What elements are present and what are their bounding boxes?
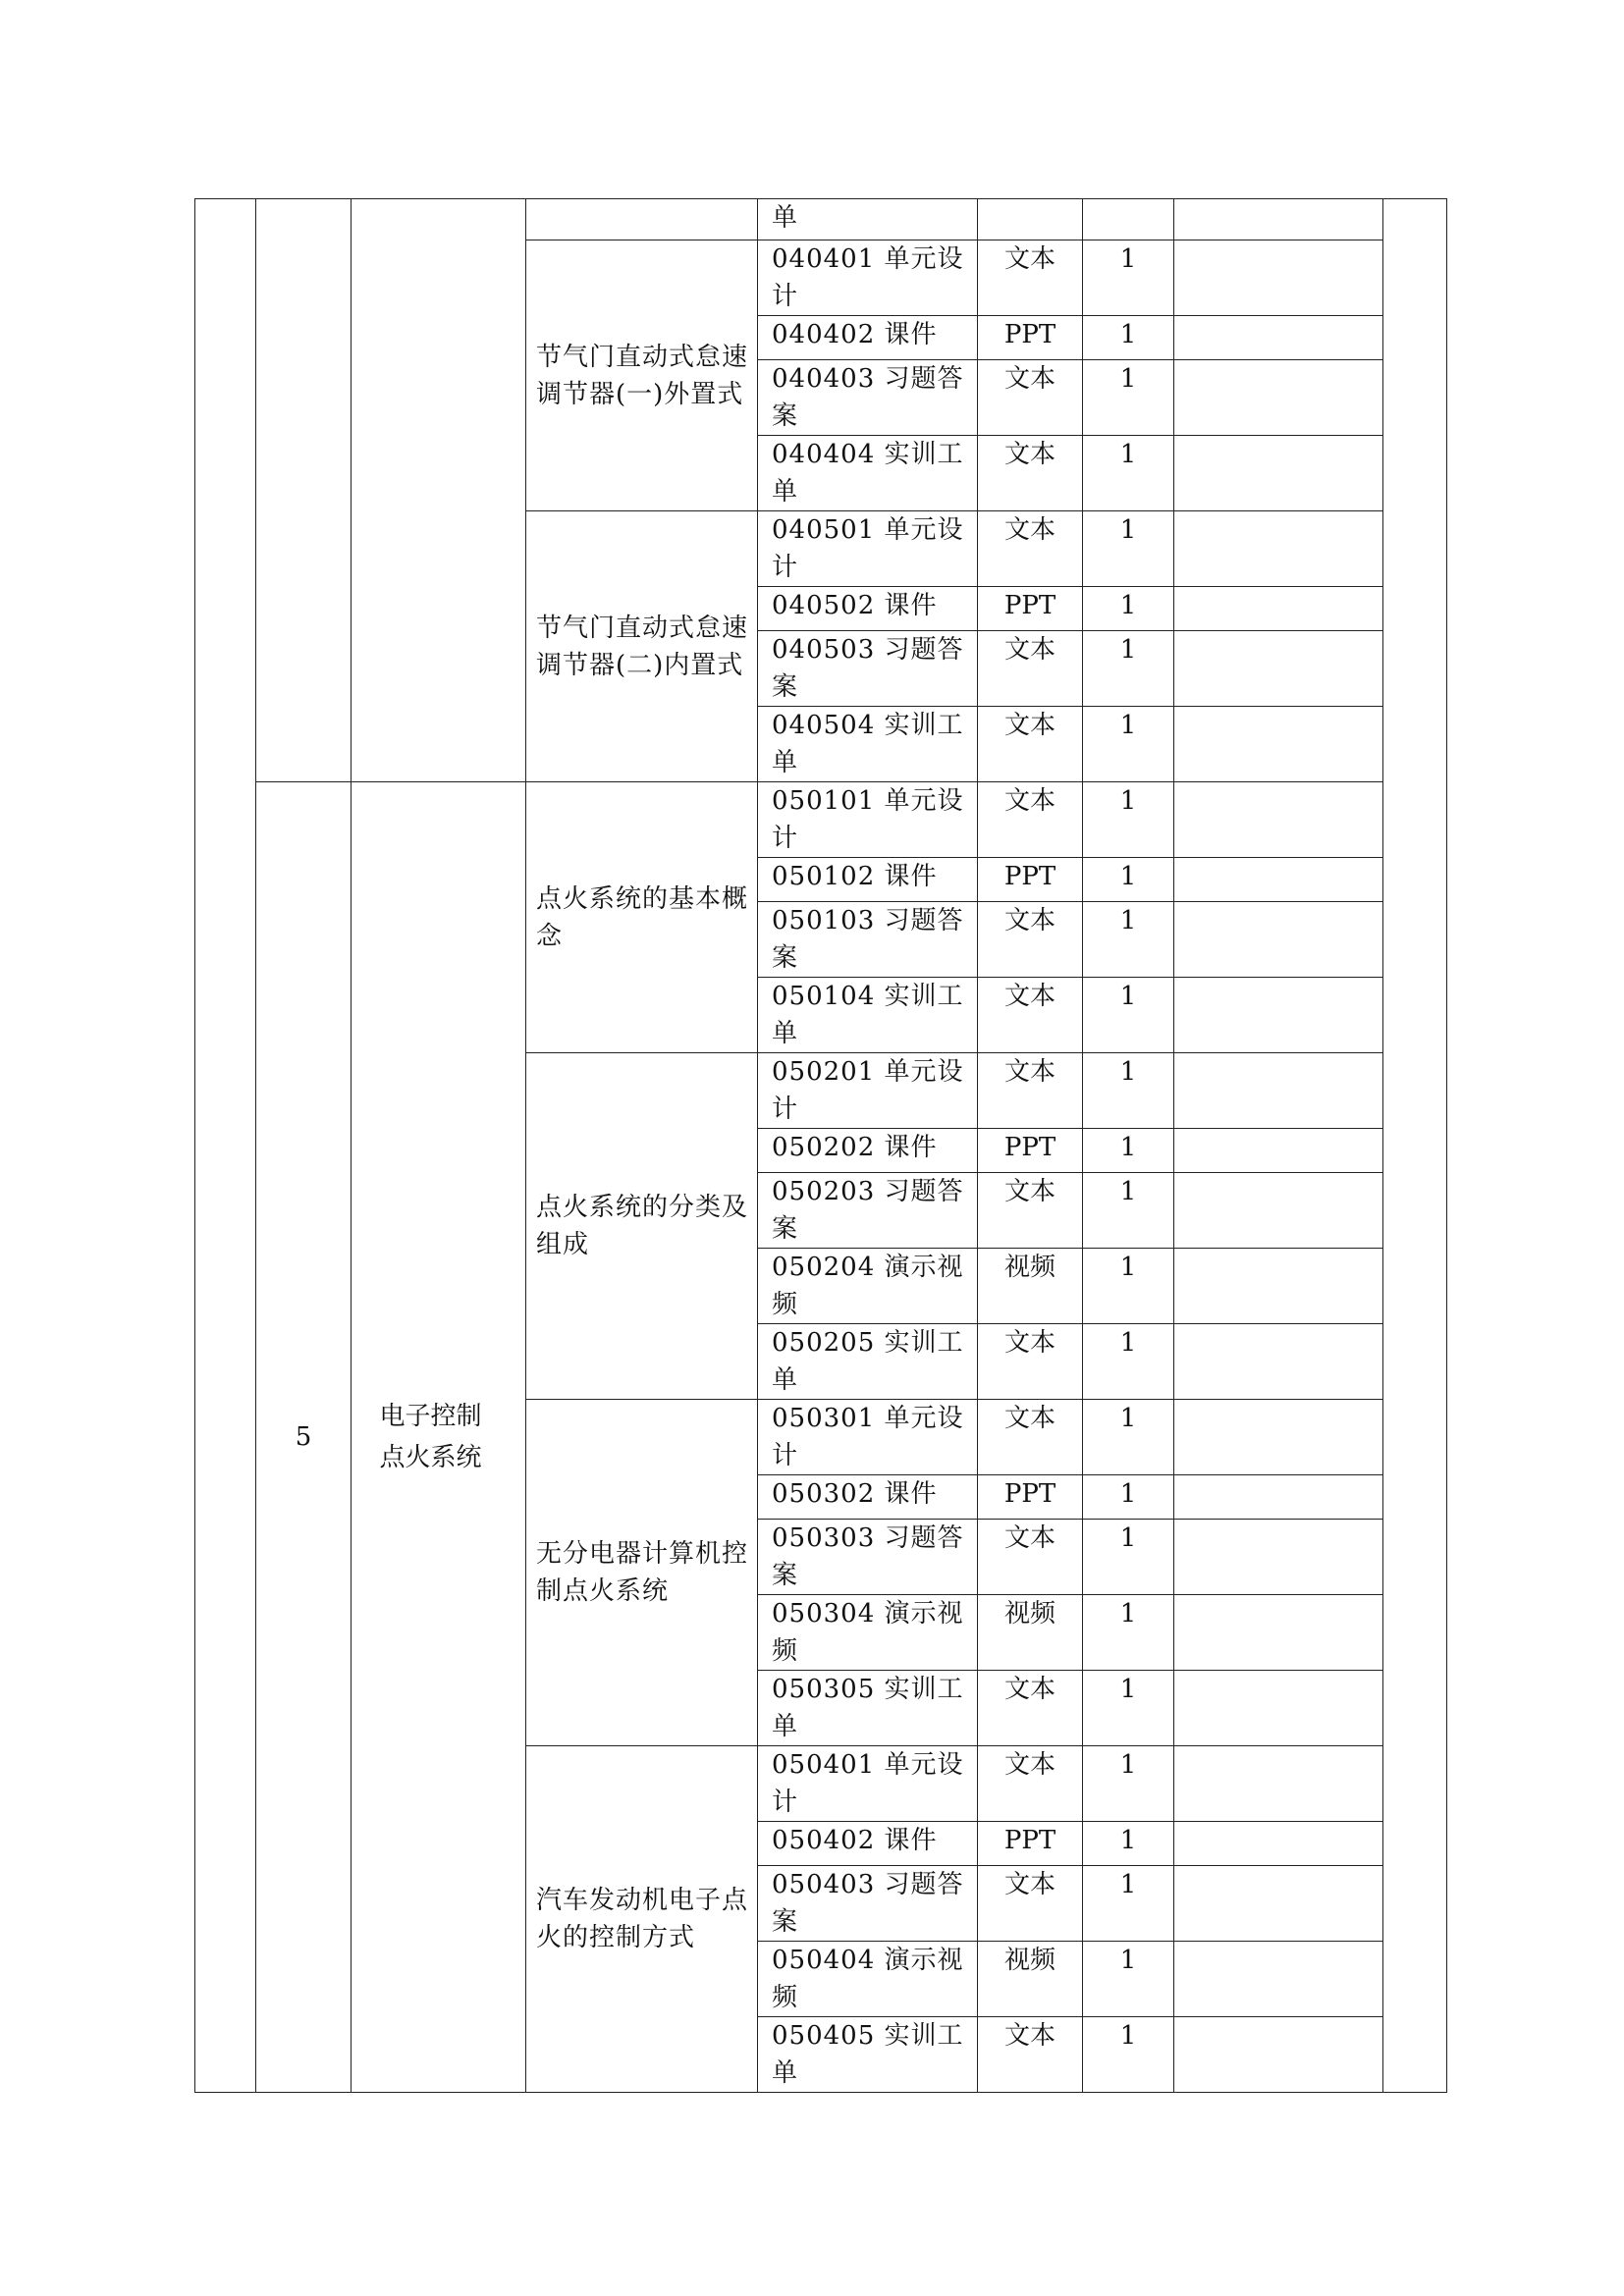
resource-name-cell: 050303 习题答案 [758,1520,978,1595]
module-name-cell [352,199,526,782]
remark-cell [1174,1129,1383,1173]
resource-name-cell: 050202 课件 [758,1129,978,1173]
unit-name-cell: 节气门直动式怠速调节器(二)内置式 [526,511,758,782]
resource-type-cell: 文本 [978,240,1083,316]
unit-name-cell [526,199,758,240]
resource-qty-cell: 1 [1083,1324,1174,1400]
resource-qty-cell: 1 [1083,360,1174,436]
remark-cell [1174,1475,1383,1520]
resource-type-cell: 文本 [978,436,1083,511]
remark-cell [1174,902,1383,978]
resource-type-cell: 文本 [978,902,1083,978]
remark-cell [1174,1400,1383,1475]
resource-qty-cell: 1 [1083,782,1174,858]
resource-qty-cell: 1 [1083,707,1174,782]
resource-qty-cell [1083,199,1174,240]
resource-type-cell: PPT [978,316,1083,360]
resource-type-cell: 文本 [978,1173,1083,1249]
resource-table [194,198,1447,2093]
resource-qty-cell: 1 [1083,436,1174,511]
remark-cell [1174,316,1383,360]
remark-cell [1174,360,1383,436]
resource-name-cell: 040401 单元设计 [758,240,978,316]
resource-type-cell: PPT [978,1475,1083,1520]
resource-qty-cell: 1 [1083,1249,1174,1324]
resource-type-cell [978,199,1083,240]
resource-qty-cell: 1 [1083,1173,1174,1249]
unit-name-cell: 汽车发动机电子点火的控制方式 [526,1746,758,2093]
resource-type-cell: 文本 [978,1866,1083,1942]
remark-cell [1174,1595,1383,1671]
table-row [195,782,1447,858]
resource-name-cell: 040503 习题答案 [758,631,978,707]
resource-qty-cell: 1 [1083,1520,1174,1595]
resource-name-cell: 050302 课件 [758,1475,978,1520]
resource-type-cell: 视频 [978,1595,1083,1671]
resource-name-cell: 040404 实训工单 [758,436,978,511]
resource-name-cell: 单 [758,199,978,240]
remark-cell [1174,587,1383,631]
remark-cell [1174,707,1383,782]
resource-qty-cell: 1 [1083,587,1174,631]
resource-type-cell: PPT [978,858,1083,902]
outer-left-cell [195,199,256,2093]
resource-type-cell: PPT [978,1129,1083,1173]
remark-cell [1174,1249,1383,1324]
resource-name-cell: 050104 实训工单 [758,978,978,1053]
remark-cell [1174,436,1383,511]
resource-name-cell: 040402 课件 [758,316,978,360]
remark-cell [1174,782,1383,858]
resource-name-cell: 050204 演示视频 [758,1249,978,1324]
resource-qty-cell: 1 [1083,1671,1174,1746]
resource-type-cell: 文本 [978,1324,1083,1400]
resource-type-cell: 文本 [978,360,1083,436]
resource-name-cell: 050404 演示视频 [758,1942,978,2017]
resource-name-cell: 040502 课件 [758,587,978,631]
resource-name-cell: 050402 课件 [758,1822,978,1866]
unit-name-cell: 点火系统的分类及组成 [526,1053,758,1400]
resource-qty-cell: 1 [1083,1746,1174,1822]
resource-qty-cell: 1 [1083,858,1174,902]
resource-type-cell: 文本 [978,707,1083,782]
remark-cell [1174,1746,1383,1822]
resource-type-cell: 文本 [978,978,1083,1053]
unit-name-cell: 节气门直动式怠速调节器(一)外置式 [526,240,758,511]
resource-name-cell: 040501 单元设计 [758,511,978,587]
resource-name-cell: 050401 单元设计 [758,1746,978,1822]
resource-type-cell: 文本 [978,511,1083,587]
remark-cell [1174,1942,1383,2017]
resource-name-cell: 050405 实训工单 [758,2017,978,2093]
table-row [195,199,1447,240]
remark-cell [1174,1671,1383,1746]
resource-name-cell: 050102 课件 [758,858,978,902]
outer-right-cell [1383,199,1447,2093]
resource-name-cell: 050304 演示视频 [758,1595,978,1671]
resource-name-cell: 050201 单元设计 [758,1053,978,1129]
resource-type-cell: PPT [978,587,1083,631]
resource-qty-cell: 1 [1083,316,1174,360]
module-name: 电子控制点火系统 [379,1402,482,1472]
remark-cell [1174,1173,1383,1249]
resource-qty-cell: 1 [1083,1400,1174,1475]
remark-cell [1174,1822,1383,1866]
resource-name-cell: 050301 单元设计 [758,1400,978,1475]
resource-name-cell: 050403 习题答案 [758,1866,978,1942]
resource-name-cell: 040403 习题答案 [758,360,978,436]
resource-type-cell: 文本 [978,782,1083,858]
resource-qty-cell: 1 [1083,1866,1174,1942]
resource-qty-cell: 1 [1083,1942,1174,2017]
remark-cell [1174,631,1383,707]
remark-cell [1174,858,1383,902]
resource-qty-cell: 1 [1083,1475,1174,1520]
resource-type-cell: 文本 [978,1520,1083,1595]
resource-qty-cell: 1 [1083,511,1174,587]
remark-cell [1174,1053,1383,1129]
unit-name-cell: 点火系统的基本概念 [526,782,758,1053]
resource-name-cell: 050205 实训工单 [758,1324,978,1400]
section-number-cell [256,199,352,782]
resource-qty-cell: 1 [1083,902,1174,978]
resource-qty-cell: 1 [1083,1053,1174,1129]
resource-type-cell: 文本 [978,2017,1083,2093]
remark-cell [1174,1520,1383,1595]
resource-type-cell: 文本 [978,631,1083,707]
resource-type-cell: 视频 [978,1249,1083,1324]
resource-name-cell: 050305 实训工单 [758,1671,978,1746]
resource-qty-cell: 1 [1083,1822,1174,1866]
resource-name-cell: 050101 单元设计 [758,782,978,858]
remark-cell [1174,199,1383,240]
resource-qty-cell: 1 [1083,1595,1174,1671]
resource-qty-cell: 1 [1083,978,1174,1053]
remark-cell [1174,240,1383,316]
resource-qty-cell: 1 [1083,240,1174,316]
resource-name-cell: 050203 习题答案 [758,1173,978,1249]
module-name-cell [352,782,526,2093]
resource-name-cell: 040504 实训工单 [758,707,978,782]
section-number-cell: 5 [256,782,352,2093]
remark-cell [1174,1866,1383,1942]
unit-name-cell: 无分电器计算机控制点火系统 [526,1400,758,1746]
resource-type-cell: 视频 [978,1942,1083,2017]
remark-cell [1174,511,1383,587]
resource-type-cell: 文本 [978,1053,1083,1129]
resource-type-cell: 文本 [978,1746,1083,1822]
resource-type-cell: PPT [978,1822,1083,1866]
resource-qty-cell: 1 [1083,631,1174,707]
remark-cell [1174,2017,1383,2093]
resource-name-cell: 050103 习题答案 [758,902,978,978]
resource-qty-cell: 1 [1083,2017,1174,2093]
remark-cell [1174,978,1383,1053]
resource-type-cell: 文本 [978,1671,1083,1746]
resource-type-cell: 文本 [978,1400,1083,1475]
remark-cell [1174,1324,1383,1400]
resource-qty-cell: 1 [1083,1129,1174,1173]
